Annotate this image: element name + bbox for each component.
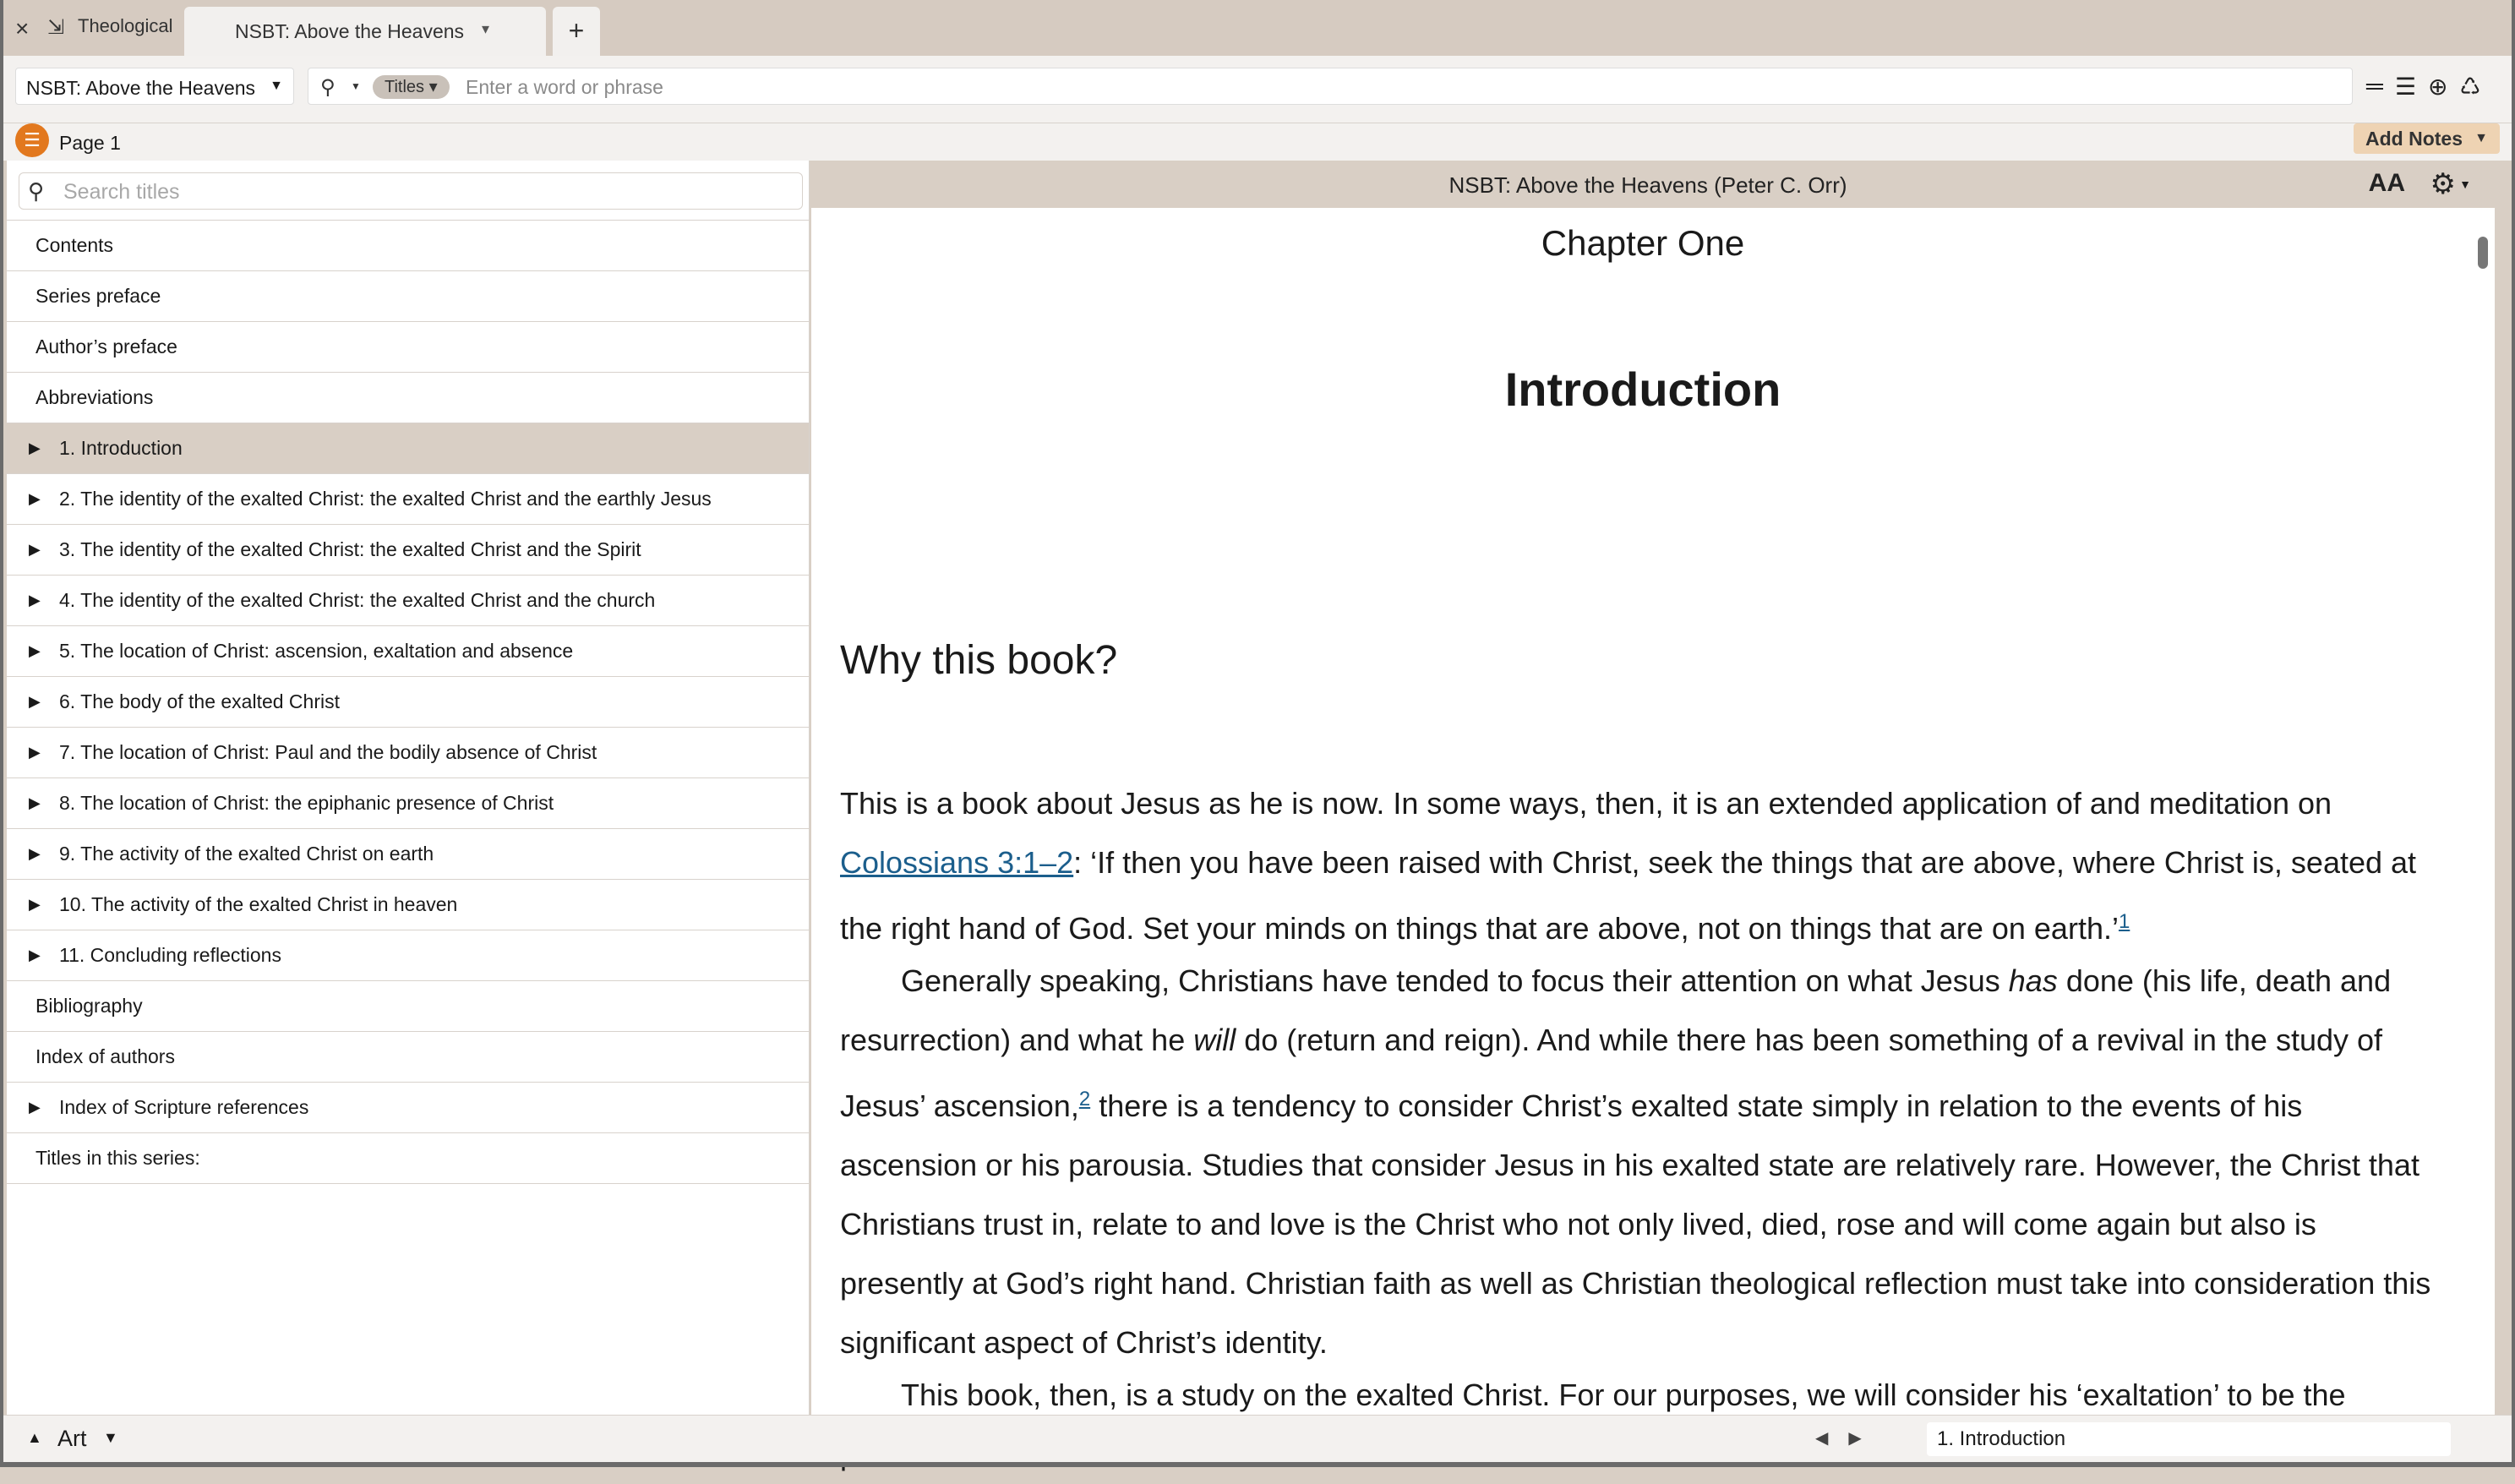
toc-item[interactable]	[7, 423, 809, 474]
tab-title: NSBT: Above the Heavens	[235, 20, 465, 42]
toc-item-label: 2. The identity of the exalted Christ: the exalted Christ and the earthly Jesus	[59, 488, 712, 510]
toc-item-label: 3. The identity of the exalted Christ: the exalted Christ and the Spirit	[59, 538, 641, 560]
toc-item-label: 5. The location of Christ: ascension, exaltation and absence	[59, 640, 574, 662]
toc-item[interactable]	[7, 778, 809, 829]
toolbar	[3, 56, 2512, 123]
expand-triangle-icon[interactable]: ▶	[29, 490, 41, 507]
toc-item-label: Series preface	[35, 285, 161, 307]
toc-item-label: 7. The location of Christ: Paul and the bodily absence of Christ	[59, 741, 597, 763]
expand-triangle-icon[interactable]: ▶	[29, 947, 41, 963]
toc-item-label: Author’s preface	[35, 336, 177, 357]
expand-triangle-icon[interactable]: ▶	[29, 592, 41, 608]
title-search[interactable]	[19, 172, 803, 210]
history-nav	[1815, 1427, 1862, 1449]
toc-item-label: 6. The body of the exalted Christ	[59, 690, 340, 712]
gear-icon[interactable]: ⚙	[2430, 168, 2456, 200]
tab-bar	[3, 0, 2512, 56]
expand-triangle-icon[interactable]: ▶	[29, 693, 41, 710]
paragraph	[840, 952, 2446, 1372]
chevron-down-icon: ▼	[270, 79, 283, 93]
toc-item-label: 10. The activity of the exalted Christ in heaven	[59, 893, 458, 915]
forward-icon[interactable]: ▶	[1848, 1429, 1862, 1448]
chevron-down-icon[interactable]: ▼	[103, 1429, 118, 1446]
chevron-down-icon[interactable]: ▾	[482, 20, 490, 37]
expand-triangle-icon[interactable]: ▶	[29, 642, 41, 659]
toc-item[interactable]	[7, 626, 809, 677]
panel-label[interactable]: Art	[57, 1426, 87, 1451]
toc-item-label: 11. Concluding reflections	[59, 944, 281, 966]
toc-item[interactable]	[7, 1133, 809, 1184]
expand-triangle-icon[interactable]: ▶	[29, 541, 41, 558]
toolbar-icons	[2366, 73, 2481, 101]
toc-list-icon[interactable]: ☰	[15, 123, 49, 157]
tab-group-label[interactable]: Theological	[78, 15, 173, 36]
toc-item[interactable]	[7, 930, 809, 981]
contents-panel	[7, 161, 810, 1415]
expand-triangle-icon[interactable]: ▶	[29, 744, 41, 761]
toc-item[interactable]	[7, 677, 809, 728]
add-notes-button[interactable]	[2354, 123, 2500, 154]
window-edge	[3, 1462, 2512, 1467]
back-icon[interactable]: ◀	[1815, 1429, 1829, 1448]
list-indent-icon[interactable]: ☰	[2394, 74, 2416, 100]
toc-item-label: Abbreviations	[35, 386, 154, 408]
toc-item-label: 1. Introduction	[59, 437, 183, 459]
collapse-icon[interactable]: ▲	[27, 1429, 42, 1446]
location-field[interactable]: 1. Introduction	[1927, 1422, 2451, 1456]
expand-triangle-icon[interactable]: ▶	[29, 845, 41, 862]
scrollbar-thumb[interactable]	[2478, 237, 2488, 269]
toc-item-label: 9. The activity of the exalted Christ on earth	[59, 843, 434, 865]
toc-item[interactable]	[7, 474, 809, 525]
toc-item[interactable]	[7, 880, 809, 930]
resource-dropdown[interactable]	[15, 68, 294, 105]
toc-item[interactable]	[7, 576, 809, 626]
status-bar	[3, 1415, 2512, 1462]
scripture-link[interactable]: Colossians 3:1–2	[840, 845, 1074, 880]
text-run: Generally speaking, Christians have tended to focus their attention on what Jesus	[901, 963, 2009, 998]
text-run: done (his life, death and resurrection) and what he	[840, 963, 2392, 1057]
toc-item-label: 4. The identity of the exalted Christ: the exalted Christ and the church	[59, 589, 656, 611]
toc-item[interactable]	[7, 221, 809, 271]
expand-triangle-icon[interactable]: ▶	[29, 794, 41, 811]
reader-title: NSBT: Above the Heavens (Peter C. Orr)	[1448, 172, 1847, 198]
expand-triangle-icon[interactable]: ▶	[29, 896, 41, 913]
chapter-title: Introduction	[1504, 363, 1781, 416]
font-size-icon[interactable]: AA	[2368, 169, 2405, 197]
drag-handle-icon[interactable]: ⇲	[47, 16, 65, 39]
text-run: there is a tendency to consider Christ’s exalted state simply in relation to the events of his ascension or his parousia. Studies that consider Jesus in his exalted state are relatively rare. However, the Christ that Christians trust in, relate to and love is the Christ who not only lived, died, rose and will come again but also is presently at God’s right hand. Christian faith as well as Christian theological reflection must take into consideration this significant aspect of Christ’s identity.	[840, 1088, 2431, 1360]
search-scope-label: Titles	[385, 78, 425, 96]
add-notes-label: Add Notes	[2365, 128, 2463, 150]
search-icon[interactable]: ⚲	[320, 76, 336, 99]
toc-item[interactable]	[7, 1032, 809, 1083]
toc-item[interactable]	[7, 981, 809, 1032]
toc-item[interactable]	[7, 373, 809, 423]
expand-triangle-icon[interactable]: ▶	[29, 1099, 41, 1116]
add-circle-icon[interactable]: ⊕	[2427, 74, 2448, 100]
toc-item-label: Index of Scripture references	[59, 1096, 309, 1118]
paragraph	[840, 774, 2446, 958]
text-run: : ‘If then you have been raised with Christ, seek the things that are above, where Christ is, seated at the right hand of God. Set your minds on things that are above, not on things that are on earth.’	[840, 845, 2417, 946]
text-run: do (return and reign). And while there has been something of a revival in the study of Jesus’ ascension,	[840, 1023, 2383, 1123]
recycle-icon[interactable]: ♺	[2459, 74, 2481, 100]
footnote-link[interactable]: 1	[2118, 910, 2130, 933]
toc-list	[7, 220, 809, 1184]
page-row	[3, 123, 2512, 161]
toc-item-label: Bibliography	[35, 995, 143, 1017]
toc-item-label: Index of authors	[35, 1045, 175, 1067]
toc-item[interactable]	[7, 728, 809, 778]
chevron-down-icon[interactable]: ▼	[351, 80, 361, 92]
resource-name: NSBT: Above the Heavens	[26, 77, 256, 99]
title-search-input[interactable]	[63, 178, 790, 205]
toc-item-label: Contents	[35, 234, 114, 256]
new-tab-button[interactable]: +	[553, 7, 600, 56]
close-icon[interactable]: ×	[15, 15, 30, 41]
toc-item[interactable]	[7, 525, 809, 576]
chapter-number: Chapter One	[1541, 223, 1745, 263]
chevron-down-icon[interactable]: ▼	[2459, 177, 2471, 191]
chevron-down-icon: ▼	[2474, 131, 2488, 145]
page-label: Page 1	[59, 132, 121, 154]
toc-item[interactable]	[7, 829, 809, 880]
toc-item[interactable]	[7, 322, 809, 373]
search-bar[interactable]	[308, 68, 2353, 105]
search-input[interactable]	[466, 74, 1987, 101]
footnote-link[interactable]: 2	[1078, 1088, 1091, 1110]
expand-triangle-icon[interactable]: ▶	[29, 439, 41, 456]
toc-item-label: 8. The location of Christ: the epiphanic presence of Christ	[59, 792, 554, 814]
emphasis: will	[1193, 1023, 1236, 1057]
tab-active[interactable]	[184, 7, 546, 56]
emphasis: has	[2008, 963, 2058, 998]
search-scope-pill[interactable]: Titles ▾	[373, 75, 450, 99]
text-run: This is a book about Jesus as he is now. In some ways, then, it is an extended application of and meditation on	[840, 786, 2332, 821]
section-heading: Why this book?	[840, 638, 1118, 683]
search-icon[interactable]: ⚲	[28, 178, 45, 204]
toc-item-label: Titles in this series:	[35, 1147, 200, 1169]
equals-icon[interactable]: ═	[2366, 73, 2383, 99]
paragraph: This book, then, is a study on the exalted Christ. For our purposes, we will consider his ‘exaltation’ to be the	[901, 1378, 2346, 1412]
toc-item[interactable]	[7, 271, 809, 322]
toc-item[interactable]	[7, 1083, 809, 1133]
reader-pane	[811, 161, 2495, 1415]
reader-header	[811, 161, 2495, 208]
